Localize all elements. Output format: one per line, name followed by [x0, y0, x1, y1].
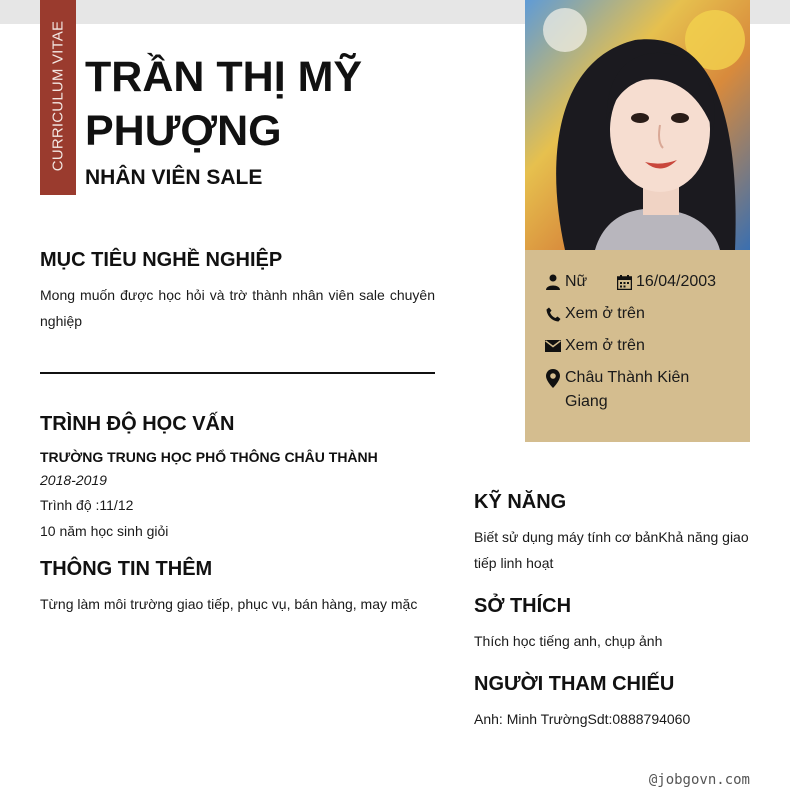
- skills-title: KỸ NĂNG: [474, 491, 567, 513]
- location-pin-icon: [545, 366, 561, 390]
- address-value: Châu Thành Kiên Giang: [565, 369, 690, 410]
- references-title: NGƯỜI THAM CHIẾU: [474, 673, 675, 695]
- hobbies-title: SỞ THÍCH: [474, 595, 572, 617]
- cv-ribbon-label: CURRICULUM VITAE: [49, 20, 67, 172]
- person-icon: [545, 270, 561, 294]
- birthday-value: 16/04/2003: [636, 273, 717, 290]
- school-name: TRƯỜNG TRUNG HỌC PHỔ THÔNG CHÂU THÀNH: [40, 449, 378, 465]
- education-title: TRÌNH ĐỘ HỌC VẤN: [40, 413, 235, 435]
- cv-ribbon: [40, 0, 76, 195]
- jobgovn-watermark: @jobgovn.com: [648, 772, 750, 788]
- contact-birthday: [616, 270, 716, 294]
- phone-value: Xem ở trên: [565, 305, 645, 322]
- contact-phone: [545, 302, 645, 326]
- candidate-name: TRẦN THỊ MỸ PHƯỢNG: [85, 53, 363, 155]
- mail-icon: [545, 334, 561, 358]
- references-text: Anh: Minh TrườngSdt:0888794060: [474, 711, 691, 727]
- contact-address: [545, 366, 735, 414]
- objective-title: MỤC TIÊU NGHỀ NGHIỆP: [40, 249, 283, 271]
- objective-text: Mong muốn được học hỏi và trờ thành nhân viên sale chuyên nghiệp: [40, 287, 435, 329]
- email-value: Xem ở trên: [565, 337, 645, 354]
- phone-icon: [545, 302, 561, 326]
- skills-text: Biết sử dụng máy tính cơ bảnKhả năng giao tiếp linh hoạt: [474, 529, 749, 571]
- calendar-icon: [616, 270, 632, 294]
- hobbies-text: Thích học tiếng anh, chụp ảnh: [474, 633, 663, 649]
- education-level: Trình độ :11/12: [40, 497, 134, 513]
- section-divider: [40, 372, 435, 374]
- contact-gender: [545, 270, 587, 294]
- education-years: 2018-2019: [40, 472, 107, 488]
- profile-photo: [525, 0, 750, 250]
- gender-value: Nữ: [565, 273, 588, 290]
- education-achievement: 10 năm học sinh giỏi: [40, 523, 169, 539]
- extra-info-text: Từng làm môi trường giao tiếp, phục vụ, bán hàng, may mặc: [40, 596, 418, 612]
- job-title: NHÂN VIÊN SALE: [85, 166, 263, 189]
- contact-email: [545, 334, 645, 358]
- extra-info-title: THÔNG TIN THÊM: [40, 558, 213, 580]
